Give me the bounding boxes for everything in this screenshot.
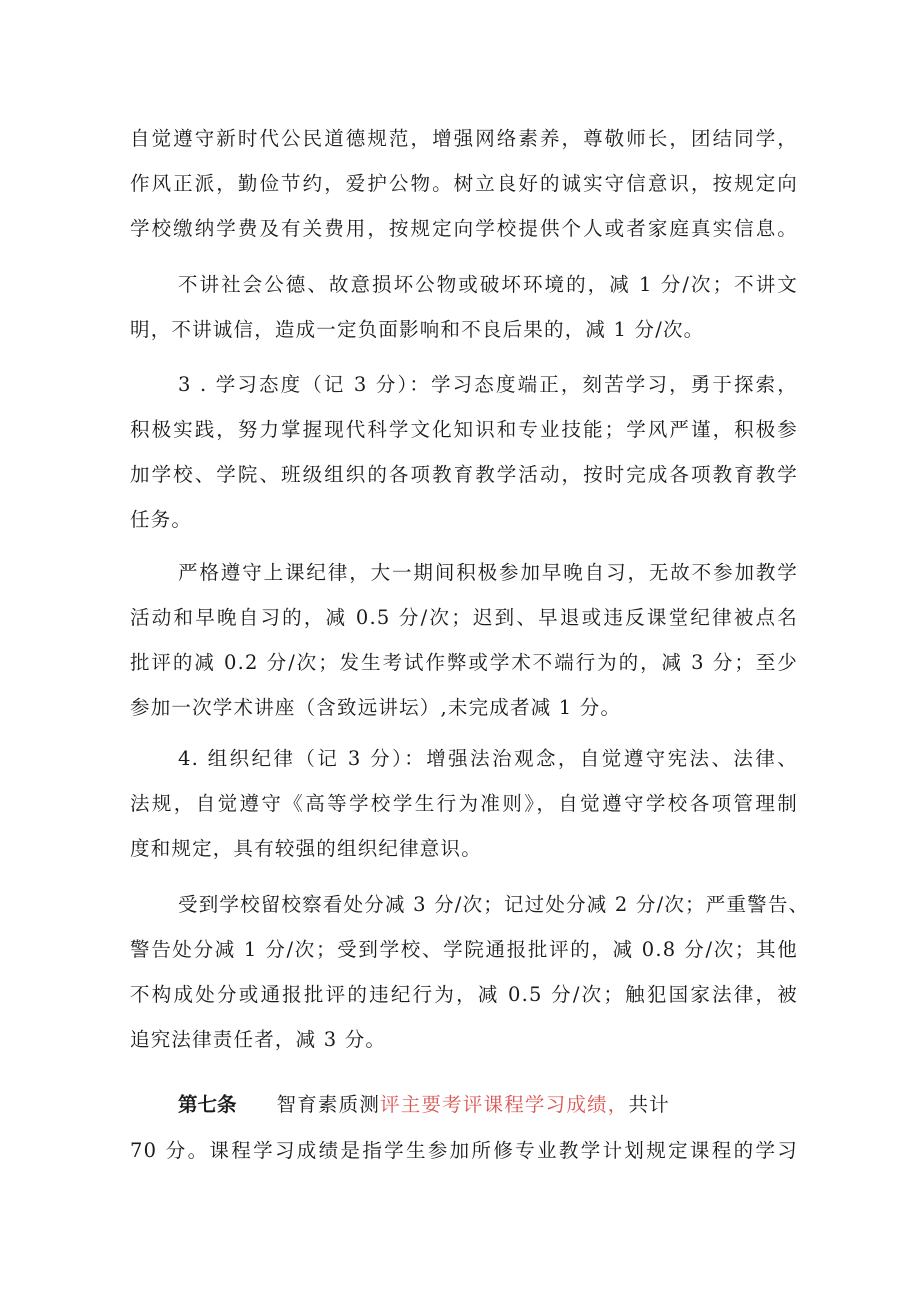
article-seven-heading bbox=[178, 1082, 670, 1127]
text-line: 参加一次学术讲座（含致远讲坛）,未完成者减 1 分。 bbox=[130, 696, 622, 719]
text-line: 学校缴纳学费及有关费用，按规定向学校提供个人或者家庭真实信息。 bbox=[130, 217, 798, 240]
text-line: 不讲社会公德、故意损坏公物或破坏环境的，减 1 分/次；不讲文 bbox=[178, 273, 798, 296]
text-line: 受到学校留校察看处分减 3 分/次；记过处分减 2 分/次；严重警告、 bbox=[178, 893, 810, 916]
paragraph-study-attitude bbox=[130, 362, 798, 542]
text-line: 追究法律责任者，减 3 分。 bbox=[130, 1028, 387, 1051]
text-line: 任务。 bbox=[130, 508, 193, 531]
text-line: 严格遵守上课纪律，大一期间积极参加早晚自习，无故不参加教学 bbox=[178, 561, 798, 584]
article-seven-body bbox=[130, 1128, 798, 1173]
text-line: 度和规定，具有较强的组织纪律意识。 bbox=[130, 837, 482, 860]
text-line: 加学校、学院、班级组织的各项教育教学活动，按时完成各项教育教学 bbox=[130, 463, 798, 486]
text-line: 自觉遵守新时代公民道德规范，增强网络素养，尊敬师长，团结同学， bbox=[130, 127, 798, 150]
article-text-black: 智育素质测 bbox=[276, 1093, 381, 1116]
text-line: 法规，自觉遵守《高等学校学生行为准则》，自觉遵守学校各项管理制 bbox=[130, 792, 798, 815]
paragraph-study-deductions bbox=[130, 550, 798, 730]
text-line: 不构成处分或通报批评的违纪行为，减 0.5 分/次；触犯国家法律，被 bbox=[130, 983, 798, 1006]
text-line: 积极实践，努力掌握现代科学文化知识和专业技能；学风严谨，积极参 bbox=[130, 418, 798, 441]
text-line: 3 . 学习态度（记 3 分）：学习态度端正，刻苦学习，勇于探索， bbox=[178, 373, 798, 396]
text-line: 70 分。课程学习成绩是指学生参加所修专业教学计划规定课程的学习 bbox=[130, 1139, 798, 1162]
text-line: 作风正派，勤俭节约，爱护公物。树立良好的诚实守信意识，按规定向 bbox=[130, 172, 798, 195]
paragraph-discipline bbox=[130, 736, 798, 871]
paragraph-ethics-continuation bbox=[130, 116, 798, 251]
text-line: 4. 组织纪律（记 3 分）：增强法治观念，自觉遵守宪法、法律、 bbox=[178, 747, 798, 770]
text-line: 活动和早晚自习的，减 0.5 分/次；迟到、早退或违反课堂纪律被点名 bbox=[130, 606, 798, 629]
article-text-tail: 共计 bbox=[628, 1093, 670, 1116]
text-line: 批评的减 0.2 分/次；发生考试作弊或学术不端行为的，减 3 分；至少 bbox=[130, 651, 798, 674]
text-line: 警告处分减 1 分/次；受到学校、学院通报批评的，减 0.8 分/次；其他 bbox=[130, 938, 798, 961]
article-text-highlight: 评主要考评课程学习成绩， bbox=[380, 1093, 629, 1116]
article-label: 第七条 bbox=[178, 1093, 237, 1116]
paragraph-ethics-deductions bbox=[130, 262, 798, 352]
text-line: 明，不讲诚信，造成一定负面影响和不良后果的，减 1 分/次。 bbox=[130, 318, 705, 341]
paragraph-discipline-deductions bbox=[130, 882, 810, 1062]
